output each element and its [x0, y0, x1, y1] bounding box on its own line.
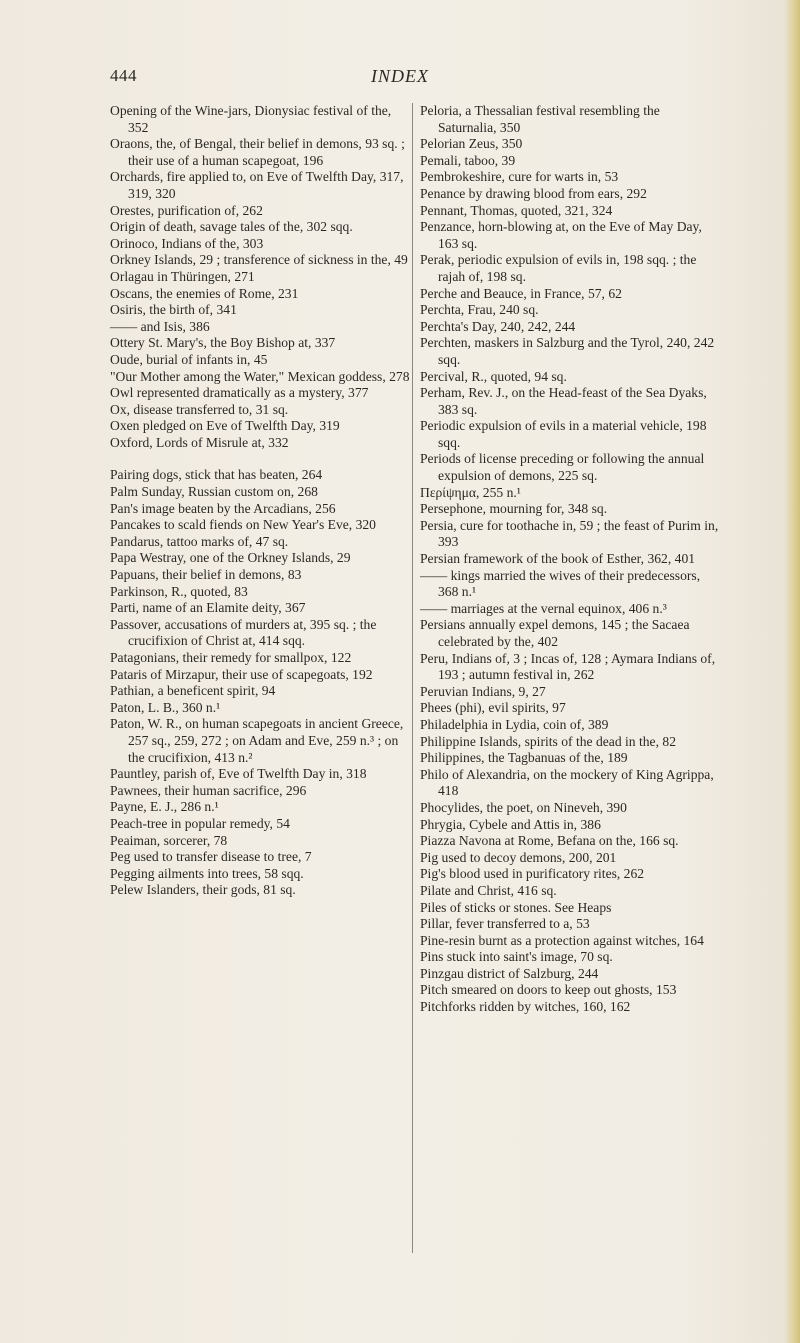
index-entry: Orestes, purification of, 262	[110, 202, 263, 218]
index-column-right	[420, 103, 720, 1016]
index-entry: Percival, R., quoted, 94 sq.	[420, 368, 567, 384]
index-entry: Perche and Beauce, in France, 57, 62	[420, 285, 622, 301]
index-column-left	[110, 103, 410, 899]
index-entry: Perham, Rev. J., on the Head-feast of the Sea Dyaks, 383 sq.	[420, 385, 707, 417]
index-entry: Paton, W. R., on human scapegoats in ancient Greece, 257 sq., 259, 272 ; on Adam and Eve, 259 n.³ ; on the crucifixion, 413 n.²	[110, 716, 404, 765]
index-entry: Pegging ailments into trees, 58 sqq.	[110, 865, 304, 881]
index-entry: Orlagau in Thüringen, 271	[110, 268, 255, 284]
index-entry: Phees (phi), evil spirits, 97	[420, 700, 566, 716]
letter-section-gap	[110, 451, 410, 467]
index-entry: Periods of license preceding or following the annual expulsion of demons, 225 sq.	[420, 451, 705, 484]
index-entry: Oxford, Lords of Misrule at, 332	[110, 434, 289, 450]
index-entry: Peru, Indians of, 3 ; Incas of, 128 ; Aymara Indians of, 193 ; autumn festival in, 262	[420, 650, 716, 683]
index-entry: —— kings married the wives of their predecessors, 368 n.¹	[420, 567, 701, 600]
index-entry: Papuans, their belief in demons, 83	[110, 567, 302, 583]
index-entry: Paton, L. B., 360 n.¹	[110, 699, 221, 715]
index-entry: Papa Westray, one of the Orkney Islands, 29	[110, 550, 351, 566]
index-entry: Pitchforks ridden by witches, 160, 162	[420, 999, 631, 1015]
index-entry: Orchards, fire applied to, on Eve of Twelfth Day, 317, 319, 320	[110, 169, 404, 201]
index-entry: Payne, E. J., 286 n.¹	[110, 799, 219, 815]
index-entry: Phrygia, Cybele and Attis in, 386	[420, 816, 601, 832]
index-entry: Osiris, the birth of, 341	[110, 302, 237, 318]
index-entry: Pawnees, their human sacrifice, 296	[110, 782, 307, 798]
index-entry: Peaiman, sorcerer, 78	[110, 832, 228, 848]
index-entry: Origin of death, savage tales of the, 302 sqq.	[110, 219, 353, 235]
index-entry: Pinzgau district of Salzburg, 244	[420, 965, 599, 981]
index-entry: —— and Isis, 386	[110, 318, 210, 334]
index-entry: Periodic expulsion of evils in a material vehicle, 198 sqq.	[420, 418, 707, 450]
index-entry: Pins stuck into saint's image, 70 sq.	[420, 949, 613, 965]
index-entry: Palm Sunday, Russian custom on, 268	[110, 484, 318, 500]
index-entry: Opening of the Wine-jars, Dionysiac festival of the, 352	[110, 103, 392, 135]
index-entry: Persia, cure for toothache in, 59 ; the feast of Purim in, 393	[420, 517, 719, 550]
index-entry: Perchta, Frau, 240 sq.	[420, 302, 539, 318]
index-entry: Philippine Islands, spirits of the dead in the, 82	[420, 733, 676, 749]
index-entry: Pilate and Christ, 416 sq.	[420, 882, 557, 898]
index-entry: Parti, name of an Elamite deity, 367	[110, 600, 306, 616]
index-entry: Philadelphia in Lydia, coin of, 389	[420, 716, 609, 732]
index-entry: Parkinson, R., quoted, 83	[110, 583, 248, 599]
index-entry: Pitch smeared on doors to keep out ghosts, 153	[420, 982, 677, 998]
index-entry: Oraons, the, of Bengal, their belief in demons, 93 sq. ; their use of a human scapegoat, 196	[110, 136, 405, 168]
index-entry: Piazza Navona at Rome, Befana on the, 166 sq.	[420, 833, 679, 849]
index-entry: —— marriages at the vernal equinox, 406 n.³	[420, 600, 667, 616]
index-entry: Pancakes to scald fiends on New Year's Eve, 320	[110, 517, 376, 533]
index-entry: Persians annually expel demons, 145 ; the Sacaea celebrated by the, 402	[420, 617, 690, 649]
index-entry: Pillar, fever transferred to a, 53	[420, 916, 590, 932]
index-entry: Pauntley, parish of, Eve of Twelfth Day in, 318	[110, 766, 367, 782]
index-entry: Pig's blood used in purificatory rites, 262	[420, 866, 645, 882]
index-entry: Orkney Islands, 29 ; transference of sickness in the, 49	[110, 252, 408, 268]
index-entry: Pan's image beaten by the Arcadians, 256	[110, 500, 336, 516]
index-entry: Phocylides, the poet, on Nineveh, 390	[420, 799, 627, 815]
index-entry: Persian framework of the book of Esther, 362, 401	[420, 551, 696, 567]
page-header	[0, 66, 800, 90]
index-entry: Philippines, the Tagbanuas of the, 189	[420, 750, 628, 766]
index-entry: Peruvian Indians, 9, 27	[420, 683, 546, 699]
index-entry: Ottery St. Mary's, the Boy Bishop at, 337	[110, 335, 336, 351]
index-entry: Philo of Alexandria, on the mockery of King Agrippa, 418	[420, 766, 714, 799]
index-entry: Pembrokeshire, cure for warts in, 53	[420, 169, 619, 185]
index-entry: Perchta's Day, 240, 242, 244	[420, 318, 576, 334]
index-entry: "Our Mother among the Water," Mexican goddess, 278	[110, 368, 410, 384]
index-entry: Pataris of Mirzapur, their use of scapegoats, 192	[110, 666, 373, 682]
page-number: 444	[110, 66, 137, 85]
index-entry: Penzance, horn-blowing at, on the Eve of May Day, 163 sq.	[420, 219, 702, 251]
index-entry: Pandarus, tattoo marks of, 47 sq.	[110, 533, 289, 549]
index-entry: Perchten, maskers in Salzburg and the Tyrol, 240, 242 sqq.	[420, 335, 715, 367]
index-entry: Piles of sticks or stones. See Heaps	[420, 899, 612, 915]
index-entry: Persephone, mourning for, 348 sq.	[420, 501, 608, 517]
index-entry: Owl represented dramatically as a mystery, 377	[110, 385, 369, 401]
index-entry: Peg used to transfer disease to tree, 7	[110, 849, 312, 865]
index-entry: Oscans, the enemies of Rome, 231	[110, 285, 299, 301]
index-entry: Pelorian Zeus, 350	[420, 136, 523, 152]
index-entry: Perak, periodic expulsion of evils in, 198 sqq. ; the rajah of, 198 sq.	[420, 252, 697, 284]
index-entry: Pathian, a beneficent spirit, 94	[110, 683, 276, 699]
index-entry: Pine-resin burnt as a protection against witches, 164	[420, 932, 704, 948]
index-entry: Pig used to decoy demons, 200, 201	[420, 849, 617, 865]
index-entry: Pelew Islanders, their gods, 81 sq.	[110, 882, 296, 898]
index-entry: Peach-tree in popular remedy, 54	[110, 815, 290, 831]
index-entry: Oxen pledged on Eve of Twelfth Day, 319	[110, 418, 340, 434]
index-entry: Patagonians, their remedy for smallpox, 122	[110, 650, 352, 665]
index-entry: Oude, burial of infants in, 45	[110, 351, 268, 367]
column-divider	[412, 103, 413, 1253]
index-entry: Orinoco, Indians of the, 303	[110, 235, 264, 251]
index-entry: Pemali, taboo, 39	[420, 152, 516, 168]
index-entry: Passover, accusations of murders at, 395 sq. ; the crucifixion of Christ at, 414 sqq.	[110, 616, 377, 649]
index-entry: Peloria, a Thessalian festival resembling the Saturnalia, 350	[420, 103, 660, 135]
index-entry: Pairing dogs, stick that has beaten, 264	[110, 467, 323, 483]
index-entry: Penance by drawing blood from ears, 292	[420, 185, 647, 201]
index-entry: Ox, disease transferred to, 31 sq.	[110, 401, 289, 417]
index-entry: Περίψημα, 255 n.¹	[420, 484, 521, 500]
index-entry: Pennant, Thomas, quoted, 321, 324	[420, 202, 613, 218]
running-head: INDEX	[371, 66, 429, 86]
page-edge	[784, 0, 800, 1343]
